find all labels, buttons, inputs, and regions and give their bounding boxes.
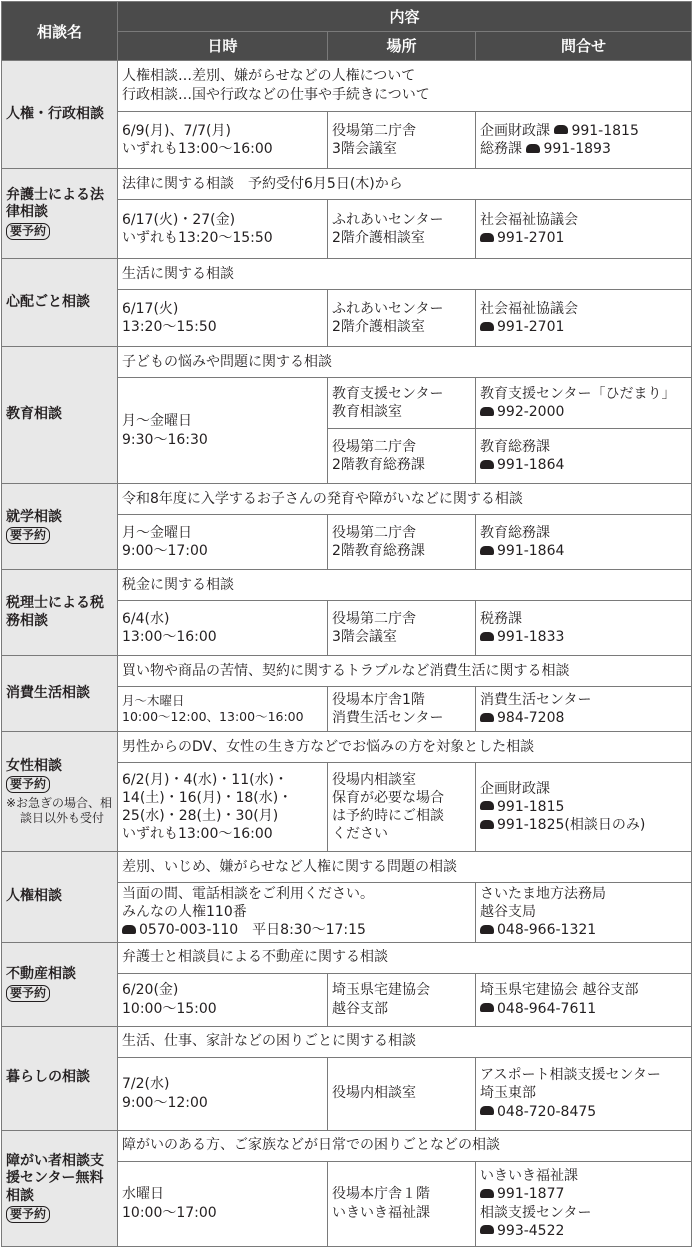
phone-number: 992-2000 (497, 404, 565, 420)
date-line: 当面の間、電話相談をご利用ください。 (122, 886, 374, 902)
description-line: 行政相談…国や行政などの仕事や手続きについて (122, 87, 430, 103)
description-line: 障がいのある方、ご家族などが日常での困りごとなどの相談 (122, 1137, 500, 1154)
contact-line: 埼玉県宅建協会 越谷支部 (480, 982, 639, 999)
table-row (2, 570, 692, 601)
category-name: 人権・行政相談 (6, 105, 104, 122)
description-cell (118, 852, 692, 883)
reservation-badge: 要予約 (6, 1206, 50, 1223)
phone-icon (480, 925, 494, 934)
description-cell (118, 656, 692, 687)
date-line: 6/9(月)、7/7(月) (122, 122, 231, 139)
description-line: 令和8年度に入学するお子さんの発育や障がいなどに関する相談 (122, 490, 523, 507)
table-row (2, 347, 692, 378)
contact-line (480, 1185, 687, 1203)
category-name: 障がい者相談支援センター無料相談 (6, 1152, 104, 1204)
description-cell (118, 1130, 692, 1161)
description-line: 子どもの悩みや問題に関する相談 (122, 353, 332, 370)
phone-icon (480, 460, 494, 469)
contact-line: 社会福祉協議会 (480, 211, 578, 228)
place-line: 教育支援センター (332, 385, 444, 402)
place-line: 保育が必要な場合 (332, 789, 444, 806)
contact-cell (476, 429, 692, 484)
table-row (2, 484, 692, 515)
contact-cell (476, 601, 692, 656)
phone-number: 984-7208 (497, 710, 565, 726)
description-cell (118, 61, 692, 112)
place-line: 2階教育総務課 (332, 543, 425, 559)
place-cell (328, 515, 476, 570)
phone-icon (480, 546, 494, 555)
phone-icon (480, 820, 494, 829)
table-row (2, 942, 692, 973)
date-cell (118, 112, 328, 169)
place-line: 埼玉県宅建協会 (332, 982, 430, 999)
date-line: 13:20〜15:50 (122, 319, 217, 335)
reservation-badge: 要予約 (6, 776, 50, 793)
reservation-badge: 要予約 (6, 985, 50, 1002)
contact-line (480, 542, 687, 560)
contact-line (480, 318, 687, 336)
contact-dept: 企画財政課 (480, 122, 555, 139)
contact-cell (476, 973, 692, 1026)
place-line: ふれあいセンター (332, 300, 444, 317)
contact-line (480, 628, 687, 646)
category-cell (2, 347, 118, 484)
date-line: 6/17(火)・27(金) (122, 211, 236, 228)
reservation-badge: 要予約 (6, 223, 50, 240)
phone-icon (526, 144, 540, 153)
phone-number: 991-1877 (497, 1186, 565, 1203)
contact-line (480, 816, 687, 834)
contact-line (480, 921, 687, 939)
place-line: 越谷支部 (332, 1000, 388, 1017)
date-line: 6/4(水) (122, 610, 170, 627)
phone-number: 991-2701 (497, 230, 565, 246)
header-content: 内容 (118, 2, 692, 32)
place-cell (328, 601, 476, 656)
date-line: 月〜金曜日 (122, 524, 192, 541)
contact-line (480, 1000, 687, 1018)
phone-icon (554, 125, 568, 134)
contact-cell (476, 200, 692, 259)
phone-number: 991-1815 (497, 798, 565, 815)
contact-cell (476, 1161, 692, 1246)
phone-icon (480, 801, 494, 810)
description-cell (118, 169, 692, 200)
category-name: 教育相談 (6, 406, 62, 423)
place-line: 役場第二庁舎 (332, 610, 416, 627)
date-cell (118, 687, 328, 732)
date-line: 9:30〜16:30 (122, 431, 208, 448)
date-line: 13:00〜16:00 (122, 629, 217, 645)
place-line: ください (332, 826, 388, 843)
category-cell (2, 259, 118, 347)
place-cell (328, 200, 476, 259)
table-row (2, 852, 692, 883)
contact-line (480, 709, 687, 727)
place-cell (328, 290, 476, 347)
contact-dept: 総務課 (480, 141, 527, 157)
phone-icon (480, 407, 494, 416)
contact-cell (476, 378, 692, 429)
date-line (122, 921, 471, 939)
place-line: 役場内相談室 (332, 771, 416, 788)
category-cell (2, 656, 118, 732)
description-cell (118, 347, 692, 378)
description-cell (118, 732, 692, 763)
place-line: 役場内相談室 (332, 1085, 416, 1102)
table-row (2, 169, 692, 200)
contact-line (480, 798, 687, 816)
date-cell (118, 763, 328, 852)
category-note: ※お急ぎの場合、相談日以外も受付 (6, 795, 113, 825)
place-cell (328, 687, 476, 732)
place-line: 役場本庁舎1階 (332, 691, 425, 708)
description-cell (118, 942, 692, 973)
place-line: 役場本庁舎１階 (332, 1186, 430, 1203)
place-line: 2階教育総務課 (332, 457, 425, 473)
contact-cell (476, 687, 692, 732)
place-cell (328, 973, 476, 1026)
phone-icon (480, 233, 494, 242)
category-name: 就学相談 (6, 508, 62, 525)
place-line: 3階会議室 (332, 629, 397, 645)
table-row (2, 259, 692, 290)
contact-line (480, 229, 687, 247)
place-line: 3階会議室 (332, 141, 397, 157)
description-line: 法律に関する相談 予約受付6月5日(木)から (122, 175, 403, 192)
place-line: いきいき福祉課 (332, 1204, 430, 1221)
phone-number: 048-964-7611 (497, 1000, 597, 1017)
phone-icon (480, 1189, 494, 1198)
date-line: 9:00〜12:00 (122, 1094, 208, 1111)
contact-line (480, 1103, 687, 1121)
contact-line: 教育総務課 (480, 524, 550, 541)
table-body (2, 61, 692, 1247)
contact-cell (476, 763, 692, 852)
category-cell (2, 1130, 118, 1246)
place-line: 消費生活センター (332, 710, 444, 726)
place-cell (328, 429, 476, 484)
date-cell (118, 973, 328, 1026)
header-place: 場所 (328, 31, 476, 61)
date-line: 25(水)・28(土)・30(月) (122, 808, 279, 824)
phone-number: 991-1893 (543, 141, 611, 157)
date-cell (118, 1057, 328, 1130)
table-row (2, 1026, 692, 1057)
description-cell (118, 570, 692, 601)
contact-line: さいたま地方法務局 (480, 886, 606, 902)
category-name: 弁護士による法律相談 (6, 186, 104, 221)
place-cell (328, 1057, 476, 1130)
description-line: 生活に関する相談 (122, 265, 234, 282)
phone-icon (480, 322, 494, 331)
contact-cell (476, 515, 692, 570)
category-name: 暮らしの相談 (6, 1069, 90, 1086)
category-name: 女性相談 (6, 757, 62, 774)
category-name: 消費生活相談 (6, 684, 90, 701)
category-name: 不動産相談 (6, 966, 76, 983)
date-line: 10:00〜17:00 (122, 1204, 217, 1221)
description-cell (118, 484, 692, 515)
date-line: いずれも13:20〜15:50 (122, 230, 273, 246)
contact-cell (476, 290, 692, 347)
contact-line: 教育支援センター「ひだまり」 (480, 385, 676, 402)
description-line: 買い物や商品の苦情、契約に関するトラブルなど消費生活に関する相談 (122, 662, 570, 679)
place-cell (328, 1161, 476, 1246)
phone-number: 993-4522 (497, 1222, 565, 1239)
header-date: 日時 (118, 31, 328, 61)
date-line: 10:00〜12:00、13:00〜16:00 (122, 709, 304, 724)
category-name: 心配ごと相談 (6, 293, 90, 310)
phone-icon (480, 1106, 494, 1115)
header-category: 相談名 (2, 2, 118, 61)
phone-icon (480, 713, 494, 722)
date-cell (118, 883, 476, 943)
contact-line: 消費生活センター (480, 691, 592, 708)
date-line: 水曜日 (122, 1186, 164, 1203)
date-cell (118, 200, 328, 259)
category-cell (2, 732, 118, 852)
contact-cell (476, 1057, 692, 1130)
header-contact: 問合せ (476, 31, 692, 61)
date-line: 6/20(金) (122, 982, 179, 999)
place-cell (328, 763, 476, 852)
contact-line: アスポート相談支援センター (480, 1067, 661, 1084)
date-line: みんなの人権110番 (122, 904, 247, 921)
description-cell (118, 1026, 692, 1057)
description-line: 男性からのDV、女性の生き方などでお悩みの方を対象とした相談 (122, 738, 535, 755)
phone-number: 991-1833 (497, 629, 565, 645)
phone-number: 048-720-8475 (497, 1103, 597, 1120)
date-line: 7/2(水) (122, 1076, 170, 1093)
table-row (2, 656, 692, 687)
place-line: 役場第二庁舎 (332, 438, 416, 455)
contact-line (480, 140, 687, 158)
date-cell (118, 1161, 328, 1246)
phone-number: 048-966-1321 (497, 922, 597, 939)
contact-line (480, 456, 687, 474)
reservation-badge: 要予約 (6, 527, 50, 544)
place-line: 2階介護相談室 (332, 319, 425, 335)
contact-line: 相談支援センター (480, 1204, 592, 1221)
place-line: 役場第二庁舎 (332, 122, 416, 139)
contact-line (480, 403, 687, 421)
category-name: 税理士による税務相談 (6, 595, 104, 629)
description-cell (118, 259, 692, 290)
category-cell (2, 852, 118, 943)
place-line: 2階介護相談室 (332, 230, 425, 246)
date-line: 月〜金曜日 (122, 413, 192, 430)
phone-number: 991-1864 (497, 543, 565, 559)
date-line: いずれも13:00〜16:00 (122, 141, 273, 157)
date-line: 14(土)・16(月)・18(水)・ (122, 789, 293, 806)
phone-icon (122, 925, 136, 934)
category-cell (2, 484, 118, 570)
category-name: 人権相談 (6, 888, 62, 905)
contact-line: 越谷支局 (480, 904, 536, 921)
place-line: 教育相談室 (332, 404, 402, 420)
date-line: いずれも13:00〜16:00 (122, 826, 273, 843)
category-cell (2, 570, 118, 656)
phone-number: 991-2701 (497, 319, 565, 335)
contact-line: 社会福祉協議会 (480, 300, 578, 317)
contact-line: 企画財政課 (480, 780, 550, 797)
date-cell (118, 515, 328, 570)
table-row (2, 1130, 692, 1161)
category-cell (2, 942, 118, 1026)
consultation-table (1, 1, 692, 1247)
place-cell (328, 112, 476, 169)
phone-number: 0570-003-110 平日8:30〜17:15 (139, 922, 366, 939)
place-line: 役場第二庁舎 (332, 524, 416, 541)
phone-icon (480, 1225, 494, 1234)
contact-cell (476, 112, 692, 169)
description-line: 税金に関する相談 (122, 576, 234, 593)
phone-icon (480, 1003, 494, 1012)
contact-line: いきいき福祉課 (480, 1168, 578, 1185)
date-cell (118, 378, 328, 484)
table-row (2, 732, 692, 763)
contact-line (480, 1222, 687, 1240)
contact-line: 教育総務課 (480, 438, 550, 455)
phone-number: 991-1815 (571, 122, 639, 139)
contact-cell (476, 883, 692, 943)
date-line: 6/2(月)・4(水)・11(水)・ (122, 771, 289, 788)
description-line: 生活、仕事、家計などの困りごとに関する相談 (122, 1033, 416, 1050)
contact-line (480, 122, 687, 140)
date-line: 10:00〜15:00 (122, 1000, 217, 1017)
place-line: ふれあいセンター (332, 211, 444, 228)
date-cell (118, 601, 328, 656)
date-line: 9:00〜17:00 (122, 543, 208, 559)
place-cell (328, 378, 476, 429)
category-cell (2, 61, 118, 169)
description-line: 差別、いじめ、嫌がらせなど人権に関する問題の相談 (122, 858, 458, 875)
description-line: 弁護士と相談員による不動産に関する相談 (122, 949, 388, 966)
date-line: 月〜木曜日 (122, 692, 185, 708)
table-row (2, 61, 692, 112)
date-line: 6/17(火) (122, 300, 179, 317)
phone-number: 991-1864 (497, 457, 565, 473)
date-cell (118, 290, 328, 347)
place-line: は予約時にご相談 (332, 808, 444, 824)
contact-line: 税務課 (480, 610, 522, 627)
description-line: 人権相談…差別、嫌がらせなどの人権について (122, 68, 416, 85)
category-cell (2, 1026, 118, 1130)
phone-number: 991-1825(相談日のみ) (497, 817, 646, 834)
contact-line: 埼玉東部 (480, 1085, 536, 1102)
category-cell (2, 169, 118, 259)
phone-icon (480, 632, 494, 641)
